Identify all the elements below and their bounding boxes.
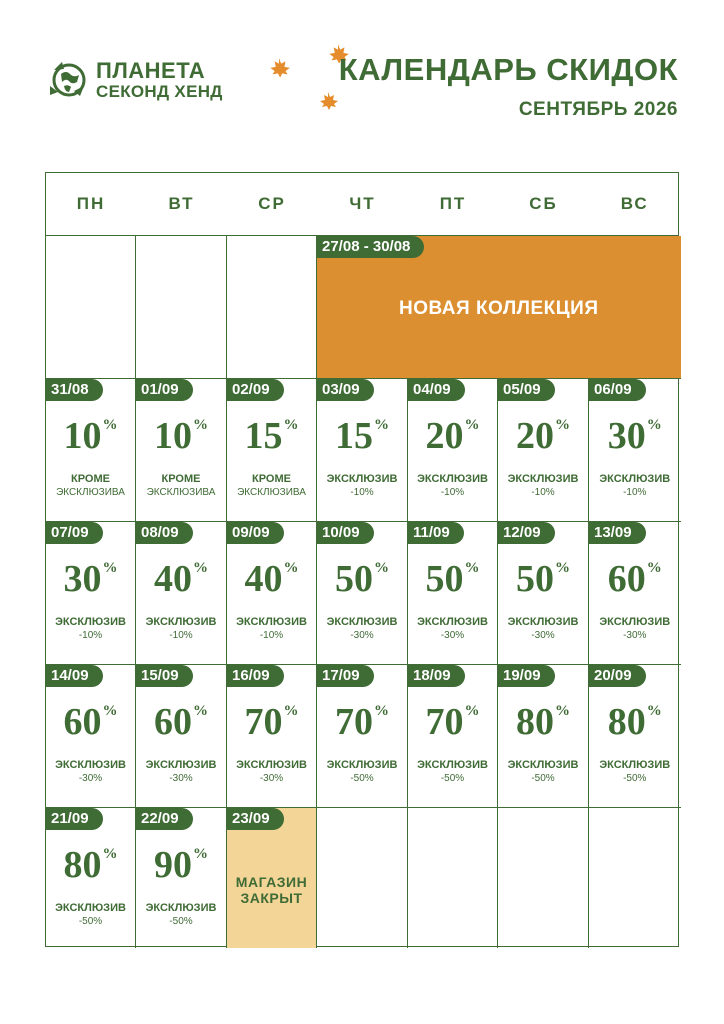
percent-sign: %: [374, 417, 389, 433]
discount-condition-detail: -10%: [531, 487, 555, 498]
date-tag: 12/09: [498, 522, 555, 544]
discount-value: [227, 703, 316, 741]
discount-value: [498, 703, 588, 741]
percent-sign: %: [193, 560, 208, 576]
brand-name-line1: ПЛАНЕТА: [96, 58, 206, 83]
discount-value: [317, 703, 407, 741]
empty-day-cell: [408, 808, 498, 948]
discount-condition: ЭКСКЛЮЗИВ: [507, 759, 579, 771]
percent-sign: %: [193, 417, 208, 433]
empty-day-cell: [227, 236, 317, 379]
discount-condition: ЭКСКЛЮЗИВ: [55, 902, 126, 914]
discount-condition: ЭКСКЛЮЗИВ: [55, 616, 126, 628]
discount-value: [408, 560, 497, 598]
day-cell: [136, 808, 227, 948]
discount-value: [498, 560, 588, 598]
day-cell: [589, 522, 681, 665]
discount-number: 70: [425, 701, 464, 743]
discount-value: [46, 846, 135, 884]
day-cell: [589, 379, 681, 522]
discount-value: [227, 417, 316, 455]
discount-number: 30: [607, 415, 646, 457]
discount-value: [589, 560, 681, 598]
day-cell: [46, 665, 136, 808]
discount-condition: ЭКСКЛЮЗИВ: [599, 473, 671, 485]
discount-condition-detail: -30%: [78, 773, 103, 784]
discount-number: 80: [516, 701, 554, 743]
discount-condition-detail: -50%: [623, 773, 647, 784]
discount-condition-detail: -10%: [78, 630, 103, 641]
discount-condition: ЭКСКЛЮЗИВ: [417, 473, 488, 485]
date-tag: 03/09: [317, 379, 374, 401]
date-tag: 20/09: [589, 665, 646, 687]
percent-sign: %: [464, 703, 480, 719]
discount-value: [589, 703, 681, 741]
date-tag: 31/08: [46, 379, 103, 401]
day-cell: [136, 522, 227, 665]
day-cell: [46, 522, 136, 665]
percent-sign: %: [646, 417, 662, 433]
brand-name-line2: СЕКОНД ХЕНД: [96, 82, 223, 101]
discount-condition: ЭКСКЛЮЗИВ: [599, 616, 671, 628]
store-closed-label: [227, 874, 316, 906]
date-tag: 17/09: [317, 665, 374, 687]
discount-condition-detail: -30%: [440, 630, 465, 641]
day-cell: [408, 522, 498, 665]
percent-sign: %: [283, 417, 299, 433]
percent-sign: %: [193, 846, 208, 862]
discount-value: [227, 560, 316, 598]
date-tag: 15/09: [136, 665, 193, 687]
day-cell: [498, 379, 589, 522]
discount-condition: КРОМЕ: [161, 473, 201, 485]
discount-condition-detail: ЭКСКЛЮЗИВА: [146, 487, 216, 498]
discount-number: 15: [335, 415, 373, 457]
discount-number: 80: [63, 844, 102, 886]
day-cell: [46, 808, 136, 948]
discount-condition-detail: -30%: [623, 630, 647, 641]
discount-condition-detail: -30%: [259, 773, 284, 784]
discount-number: 40: [244, 558, 283, 600]
discount-condition-detail: -10%: [169, 630, 193, 641]
discount-calendar: [45, 172, 679, 947]
discount-number: 20: [425, 415, 464, 457]
discount-value: [136, 417, 226, 455]
date-tag: 09/09: [227, 522, 284, 544]
discount-condition-detail: -30%: [531, 630, 555, 641]
date-tag: 19/09: [498, 665, 555, 687]
discount-value: [498, 417, 588, 455]
discount-condition-detail: -50%: [440, 773, 465, 784]
discount-condition: ЭКСКЛЮЗИВ: [236, 616, 307, 628]
date-tag: 14/09: [46, 665, 103, 687]
discount-value: [46, 560, 135, 598]
discount-value: [589, 417, 681, 455]
discount-number: 90: [154, 844, 192, 886]
discount-condition: ЭКСКЛЮЗИВ: [507, 473, 579, 485]
weekday-label: ПТ: [439, 194, 467, 213]
day-cell: [136, 379, 227, 522]
discount-number: 80: [607, 701, 646, 743]
new-collection-label: НОВАЯ КОЛЛЕКЦИЯ: [399, 298, 599, 319]
discount-value: [408, 703, 497, 741]
date-tag: 06/09: [589, 379, 646, 401]
percent-sign: %: [555, 560, 570, 576]
weekday-header-row: [46, 173, 678, 236]
percent-sign: %: [464, 417, 480, 433]
day-cell: [408, 379, 498, 522]
date-tag: 08/09: [136, 522, 193, 544]
percent-sign: %: [283, 560, 299, 576]
discount-number: 10: [154, 415, 192, 457]
percent-sign: %: [646, 703, 662, 719]
discount-value: [136, 703, 226, 741]
discount-value: [408, 417, 497, 455]
discount-condition-detail: ЭКСКЛЮЗИВА: [56, 487, 125, 498]
percent-sign: %: [374, 703, 389, 719]
discount-condition-detail: -50%: [350, 773, 374, 784]
discount-condition-detail: -50%: [169, 916, 193, 927]
month-subtitle: СЕНТЯБРЬ 2026: [518, 99, 678, 120]
discount-value: [317, 560, 407, 598]
discount-number: 60: [607, 558, 646, 600]
day-cell: [227, 379, 317, 522]
discount-value: [136, 846, 226, 884]
discount-number: 20: [516, 415, 554, 457]
maple-leaf-icon: [266, 56, 292, 82]
date-tag: 02/09: [227, 379, 284, 401]
discount-number: 70: [335, 701, 373, 743]
discount-condition: ЭКСКЛЮЗИВ: [417, 759, 488, 771]
date-tag: 11/09: [408, 522, 464, 544]
store-closed-cell: [227, 808, 317, 948]
discount-number: 50: [516, 558, 554, 600]
closed-label-line2: ЗАКРЫТ: [240, 890, 303, 906]
discount-number: 60: [63, 701, 102, 743]
date-tag: 01/09: [136, 379, 193, 401]
discount-condition-detail: ЭКСКЛЮЗИВА: [237, 487, 306, 498]
date-tag: 21/09: [46, 808, 103, 830]
day-cell: [227, 522, 317, 665]
date-tag: 18/09: [408, 665, 465, 687]
discount-condition: ЭКСКЛЮЗИВ: [326, 473, 398, 485]
discount-condition: ЭКСКЛЮЗИВ: [417, 616, 488, 628]
discount-number: 40: [154, 558, 192, 600]
discount-condition-detail: -50%: [78, 916, 103, 927]
discount-condition: ЭКСКЛЮЗИВ: [55, 759, 126, 771]
page-title: КАЛЕНДАРЬ СКИДОК: [338, 52, 678, 87]
day-cell: [227, 665, 317, 808]
day-cell: [317, 665, 408, 808]
weekday-label: ВС: [620, 194, 649, 213]
percent-sign: %: [102, 703, 118, 719]
discount-number: 70: [244, 701, 283, 743]
date-tag: 13/09: [589, 522, 646, 544]
day-cell: [317, 522, 408, 665]
percent-sign: %: [102, 417, 118, 433]
discount-condition-detail: -10%: [350, 487, 374, 498]
date-tag: 23/09: [227, 808, 284, 830]
discount-condition-detail: -10%: [259, 630, 284, 641]
date-tag: 16/09: [227, 665, 284, 687]
maple-leaf-icon: [314, 90, 342, 114]
day-cell: [46, 379, 136, 522]
empty-day-cell: [317, 808, 408, 948]
weekday-label: ПН: [76, 194, 106, 213]
discount-condition: ЭКСКЛЮЗИВ: [145, 616, 217, 628]
day-cell: [589, 665, 681, 808]
discount-number: 60: [154, 701, 192, 743]
day-cell: [136, 665, 227, 808]
date-tag: 04/09: [408, 379, 465, 401]
date-tag: 05/09: [498, 379, 555, 401]
discount-condition: ЭКСКЛЮЗИВ: [326, 616, 398, 628]
discount-condition: ЭКСКЛЮЗИВ: [236, 759, 307, 771]
day-cell: [408, 665, 498, 808]
brand-logo: [48, 56, 248, 106]
percent-sign: %: [374, 560, 389, 576]
discount-condition-detail: -10%: [623, 487, 647, 498]
weekday-label: ВТ: [168, 194, 195, 213]
day-cell: [317, 379, 408, 522]
new-collection-banner: [317, 236, 681, 379]
date-tag: 27/08 - 30/08: [317, 236, 424, 258]
discount-value: [46, 417, 135, 455]
recycle-globe-icon: [48, 56, 90, 100]
percent-sign: %: [102, 560, 118, 576]
weekday-label: СБ: [529, 194, 558, 213]
percent-sign: %: [193, 703, 208, 719]
discount-condition-detail: -30%: [350, 630, 374, 641]
percent-sign: %: [555, 417, 570, 433]
discount-condition: КРОМЕ: [252, 473, 291, 485]
discount-number: 50: [335, 558, 373, 600]
discount-condition-detail: -30%: [169, 773, 193, 784]
discount-number: 15: [244, 415, 283, 457]
discount-value: [136, 560, 226, 598]
weekday-label: ЧТ: [349, 194, 376, 213]
discount-value: [46, 703, 135, 741]
date-tag: 10/09: [317, 522, 374, 544]
discount-condition: ЭКСКЛЮЗИВ: [145, 759, 217, 771]
percent-sign: %: [283, 703, 299, 719]
day-cell: [498, 522, 589, 665]
date-tag: 07/09: [46, 522, 103, 544]
discount-condition: КРОМЕ: [71, 473, 110, 485]
empty-day-cell: [136, 236, 227, 379]
percent-sign: %: [646, 560, 662, 576]
percent-sign: %: [464, 560, 480, 576]
discount-number: 10: [63, 415, 102, 457]
empty-day-cell: [46, 236, 136, 379]
discount-condition-detail: -10%: [440, 487, 465, 498]
discount-condition: ЭКСКЛЮЗИВ: [326, 759, 398, 771]
date-tag: 22/09: [136, 808, 193, 830]
discount-condition: ЭКСКЛЮЗИВ: [145, 902, 217, 914]
discount-condition-detail: -50%: [531, 773, 555, 784]
discount-number: 30: [63, 558, 102, 600]
percent-sign: %: [555, 703, 570, 719]
discount-condition: ЭКСКЛЮЗИВ: [507, 616, 579, 628]
discount-number: 50: [425, 558, 464, 600]
weekday-label: СР: [258, 194, 286, 213]
closed-label-line1: МАГАЗИН: [235, 874, 308, 890]
empty-day-cell: [498, 808, 589, 948]
empty-day-cell: [589, 808, 681, 948]
discount-condition: ЭКСКЛЮЗИВ: [599, 759, 671, 771]
discount-value: [317, 417, 407, 455]
day-cell: [498, 665, 589, 808]
percent-sign: %: [102, 846, 118, 862]
